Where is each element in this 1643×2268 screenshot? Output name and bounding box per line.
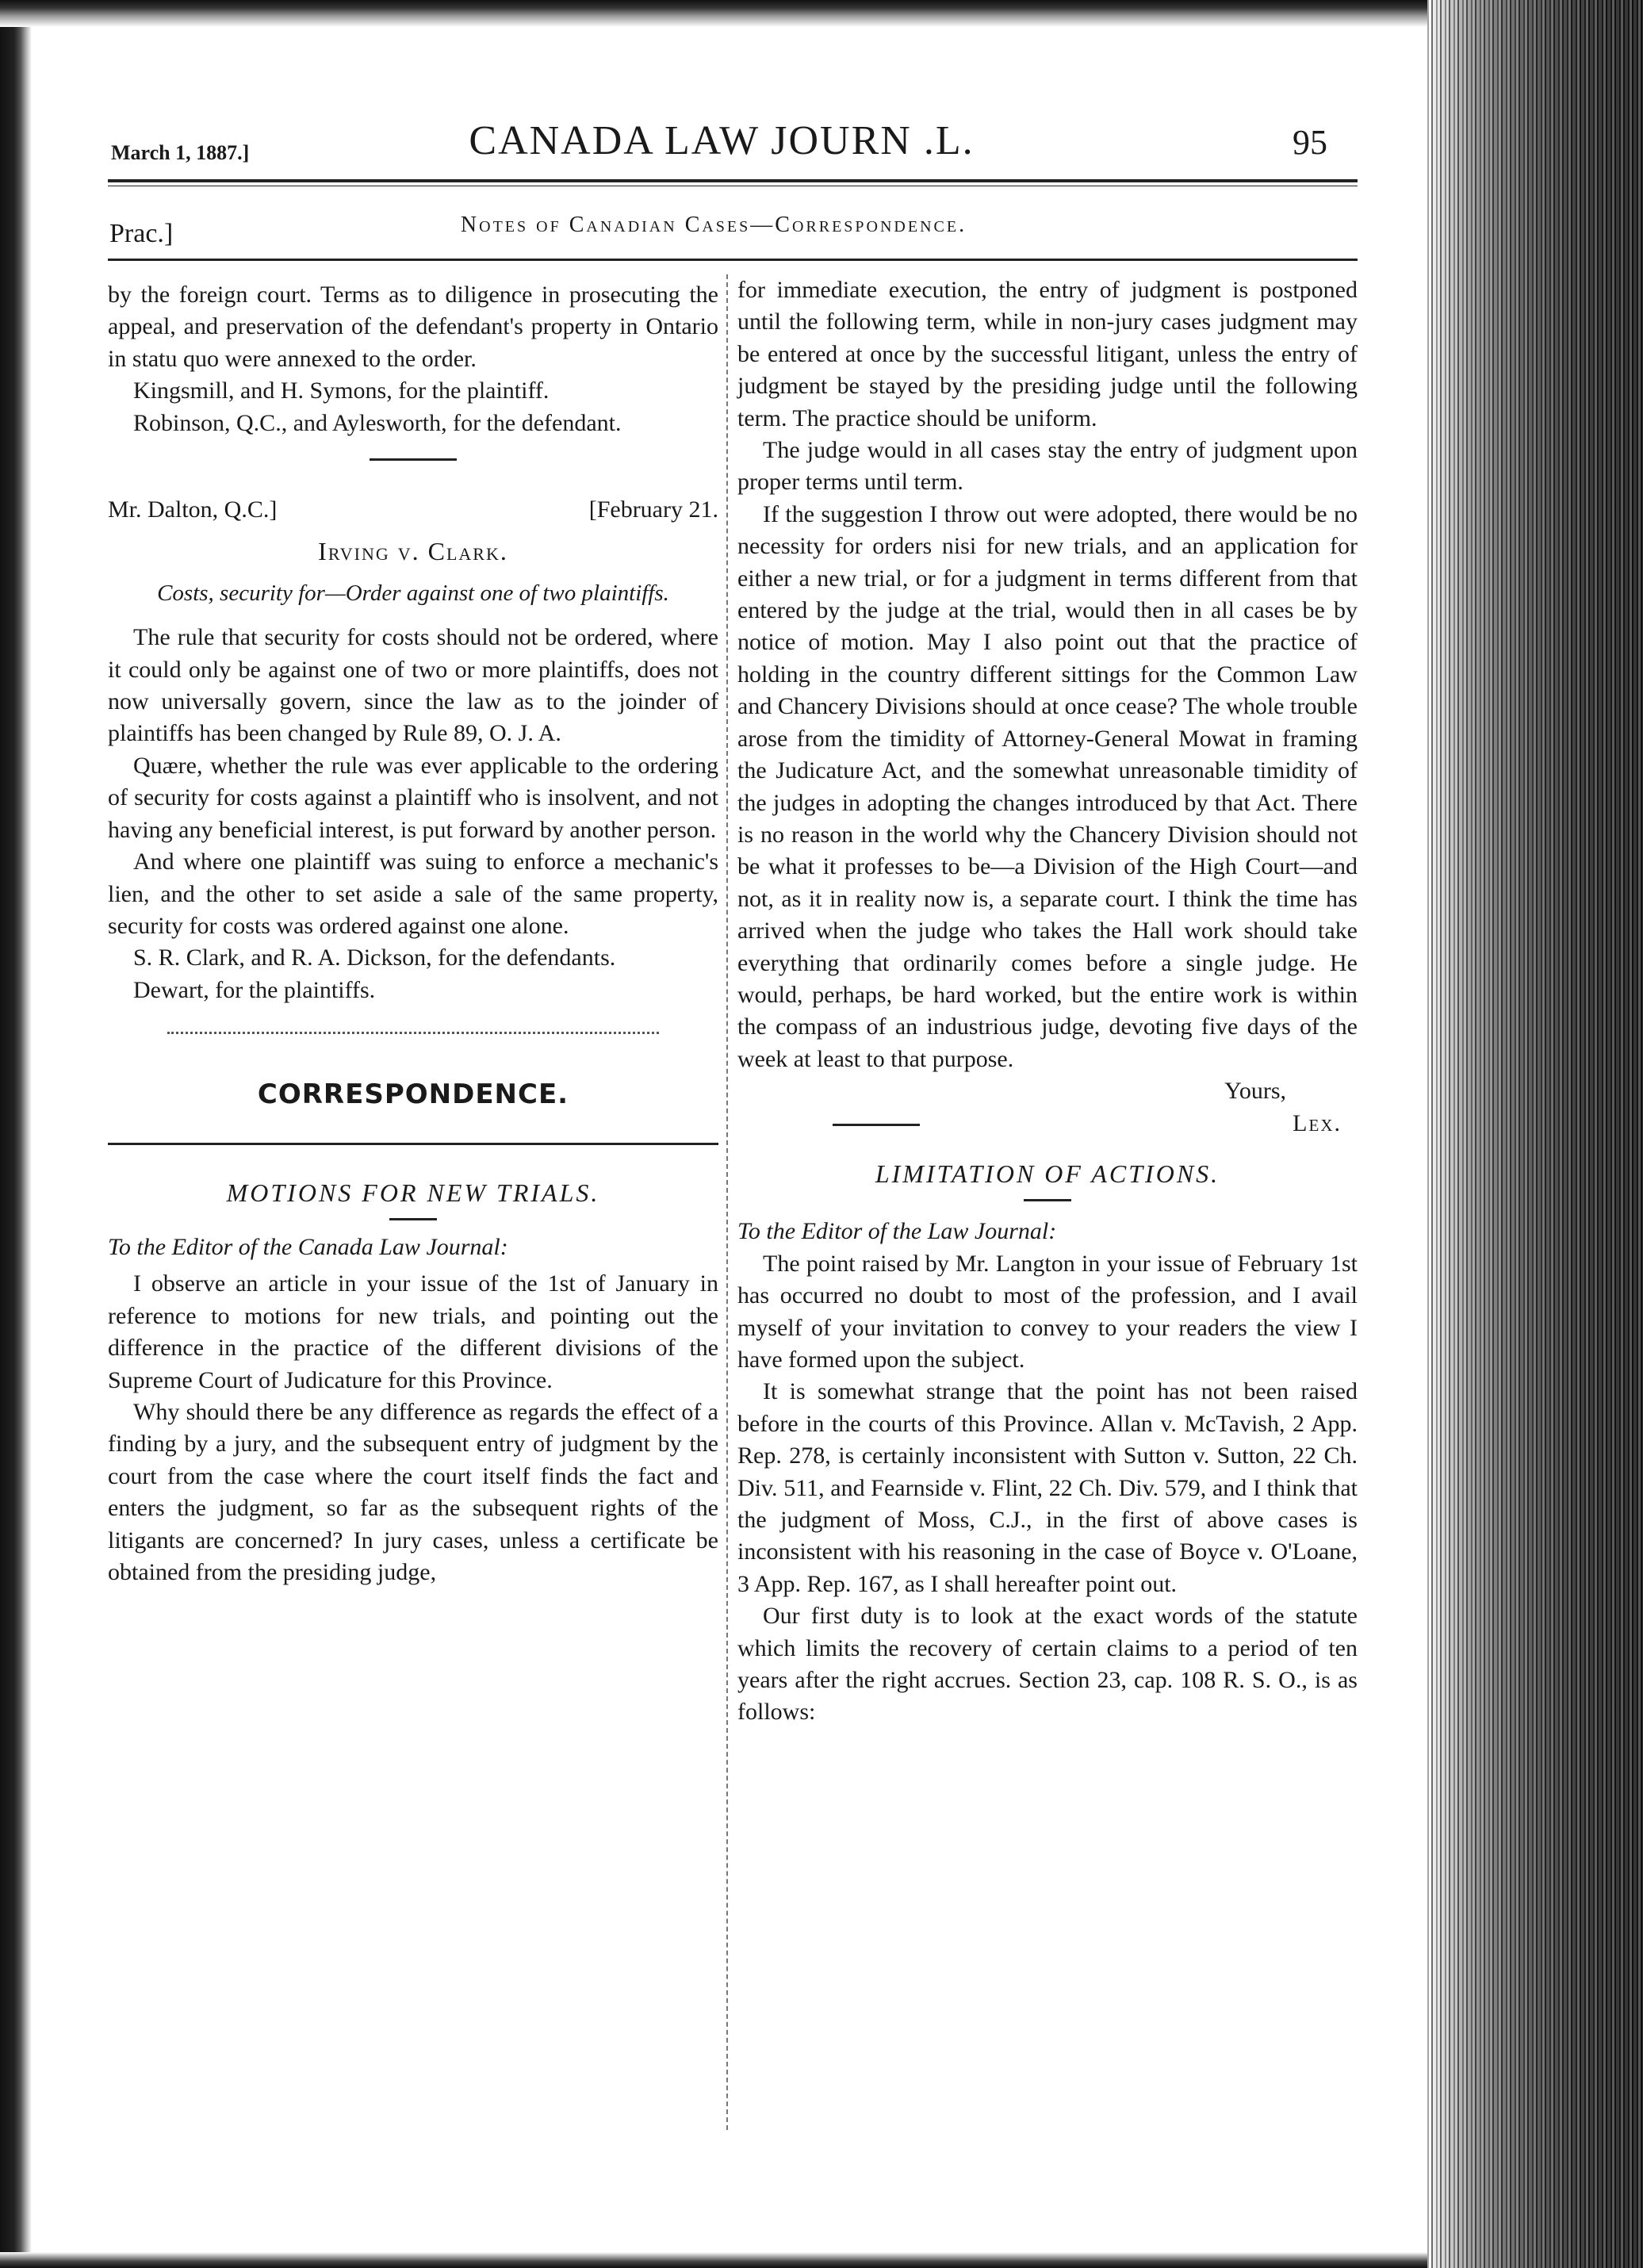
paragraph: Why should there be any difference as regards the effect of a finding by a jury, and the subsequent entry of judgment by the court from the case where the court itself finds the fact and enters the judgment, so far as the subsequent rights of the litigants are concerned? In jury cases, unless a certificate be obtained from the presiding judge, <box>108 1398 718 1585</box>
paragraph: The point raised by Mr. Langton in your issue of February 1st has occurred no doubt to most of the profession, and I avail myself of your invitation to convey to your readers the view I have formed upon the subject. <box>737 1250 1358 1373</box>
section-separator <box>167 1032 659 1034</box>
paragraph: by the foreign court. Terms as to diligence in prosecuting the appeal, and preservation of the defendant's property in Ontario in statu quo were annexed to the order. <box>108 282 718 372</box>
paragraph: The judge would in all cases stay the entry of judgment upon proper terms until term. <box>737 437 1358 496</box>
scan-left-edge <box>0 0 32 2268</box>
left-column <box>108 279 718 1588</box>
case-title: Irving v. Clark. <box>318 537 508 566</box>
scan-bottom-edge <box>0 2252 1443 2268</box>
separator <box>1024 1199 1071 1201</box>
separator <box>389 1218 437 1220</box>
paragraph: Quære, whether the rule was ever applicable to the ordering of security for costs against a plaintiff who is insolvent, and not having any beneficial interest, is put forward by another person. <box>108 752 718 843</box>
case-date: [February 21. <box>588 496 718 523</box>
scan-right-edge <box>1427 0 1643 2268</box>
counsel-defendants: S. R. Clark, and R. A. Dickson, for the defendants. <box>133 944 616 971</box>
paragraph: It is somewhat strange that the point has not been raised before in the courts of this Province. Allan v. McTavish, 2 App. Rep. 278, is certainly inconsistent with Sutton v. Sutton, 22 Ch. Div. 511, and Fearnside v. Flint, 22 Ch. Div. 579, and I think that the judgment of Moss, C.J., in the first of above cases is inconsistent with his reasoning in the case of Boyce v. O'Loane, 3 App. Rep. 167, as I shall hereafter point out. <box>737 1378 1358 1597</box>
paragraph: If the suggestion I throw out were adopted, there would be no necessity for orders nisi for new trials, and an application for either a new trial, or for a judgment in terms different from that entered by the judge at the trial, would then in all cases be by notice of motion. May I also point out that the practice of holding in the country different sittings for the Common Law and Chancery Divisions should at once cease? The whole trouble arose from the timidity of Attorney-General Mowat in framing the Judicature Act, and the somewhat unreasonable timidity of the judges in adopting the changes introduced by that Act. There is no reason in the world why the Chancery Division should not be what it professes to be—a Division of the High Court—and not, as it in reality now is, a separate court. I think the time has arrived when the judge who takes the Hall work should take everything that ordinarily comes before a single judge. He would, perhaps, be hard worked, but the entire work is within the compass of an industrious judge, devoting five days of the week at least to that purpose. <box>737 500 1358 1072</box>
paragraph: for immediate execution, the entry of judgment is postponed until the following term, while in non-jury cases judgment may be entered at once by the successful litigant, unless the entry of judgment be stayed by the presiding judge until the following term. The practice should be uniform. <box>737 277 1358 431</box>
paragraph: The rule that security for costs should not be ordered, where it could only be against one of two or more plaintiffs, does not now universally govern, since the law as to the joinder of plaintiffs has been changed by Rule 89, O. J. A. <box>108 624 718 747</box>
letter-salutation: To the Editor of the Law Journal: <box>737 1218 1057 1245</box>
section-prefix: Prac.] <box>109 219 174 248</box>
letter-signature: Lex. <box>1293 1109 1342 1136</box>
paragraph: Our first duty is to look at the exact words of the statute which limits the recovery of certain claims to a period of ten years after the right accrues. Section 23, cap. 108 R. S. O., is as follows: <box>737 1603 1358 1726</box>
section-heading: CORRESPONDENCE. <box>257 1078 569 1111</box>
journal-title: CANADA LAW JOURN .L. <box>469 118 975 163</box>
separator <box>370 458 457 461</box>
subheader-rule <box>108 259 1358 261</box>
paragraph: And where one plaintiff was suing to enforce a mechanic's lien, and the other to set aside a sale of the same property, security for costs was ordered against one alone. <box>108 849 718 939</box>
letter-heading: MOTIONS FOR NEW TRIALS. <box>226 1178 600 1207</box>
case-headnote: Costs, security for—Order against one of two plaintiffs. <box>157 580 669 606</box>
counsel-plaintiffs: Dewart, for the plaintiffs. <box>133 976 376 1003</box>
counsel-defendant: Robinson, Q.C., and Aylesworth, for the defendant. <box>133 409 622 436</box>
letter-closing: Yours, <box>1224 1078 1286 1105</box>
case-judge: Mr. Dalton, Q.C.] <box>108 496 278 523</box>
header-date: March 1, 1887.] <box>111 141 250 164</box>
paragraph: I observe an article in your issue of the 1st of January in reference to motions for new trials, and pointing out the difference in the practice of the different divisions of the Supreme Court of Judicature for this Province. <box>108 1270 718 1393</box>
letter-salutation: To the Editor of the Canada Law Journal: <box>108 1233 508 1260</box>
letter-heading: LIMITATION OF ACTIONS. <box>875 1159 1220 1188</box>
section-title: Notes of Canadian Cases—Correspondence. <box>460 213 967 237</box>
right-column <box>737 274 1358 1729</box>
scan-top-edge <box>0 0 1443 27</box>
heading-rule <box>108 1143 718 1145</box>
counsel-plaintiff: Kingsmill, and H. Symons, for the plaintiff. <box>133 377 550 404</box>
separator <box>833 1124 920 1126</box>
case-header <box>108 494 718 526</box>
column-divider <box>726 274 728 2130</box>
page-number: 95 <box>1293 123 1327 162</box>
header-rule <box>108 179 1358 182</box>
